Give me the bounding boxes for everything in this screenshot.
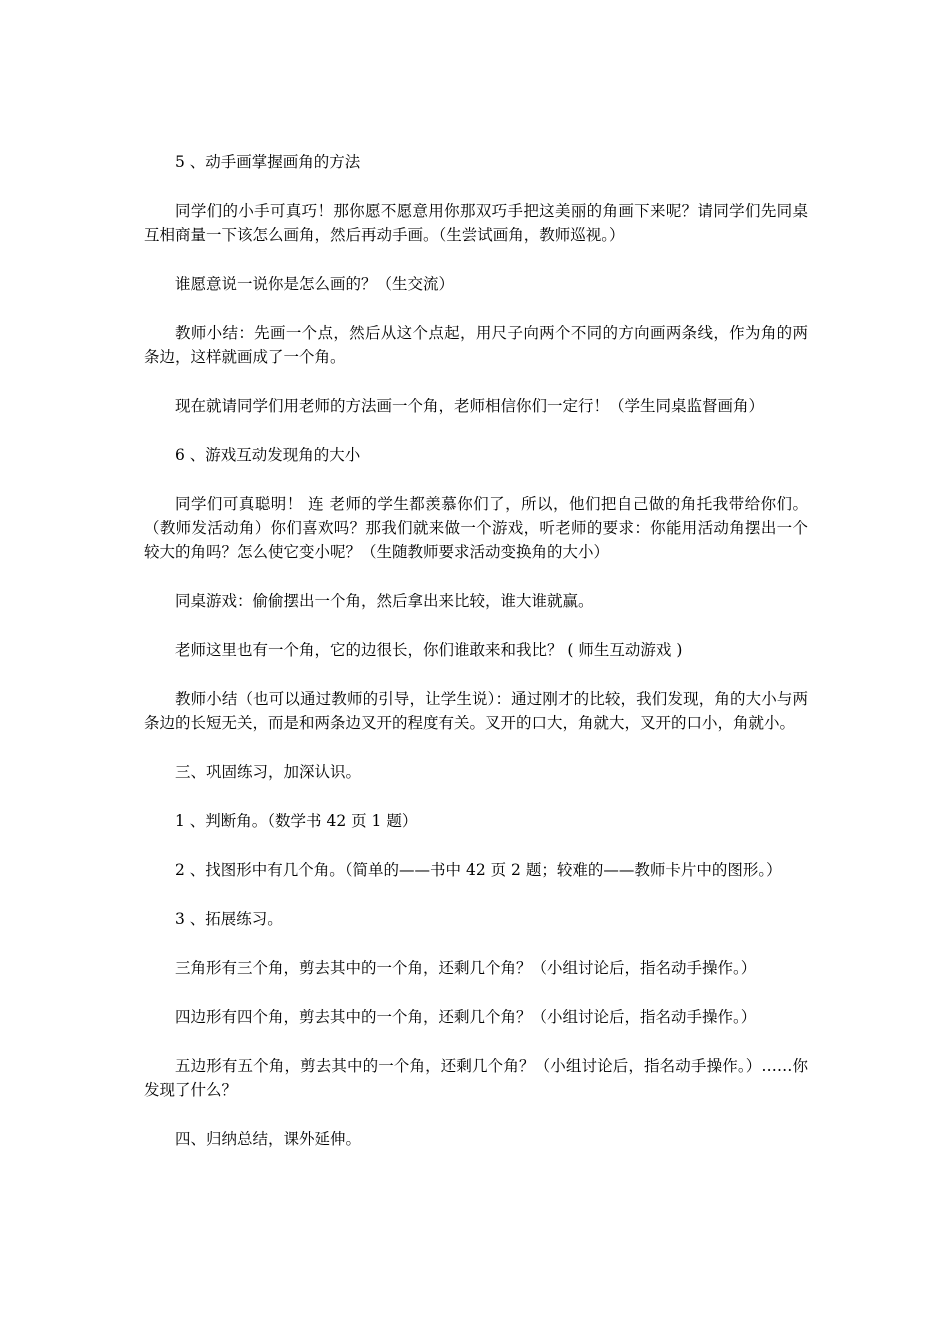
paragraph-teacher-angle: 老师这里也有一个角，它的边很长，你们谁敢来和我比？ ( 师生互动游戏 ) (175, 641, 683, 659)
paragraph-ask-method: 谁愿意说一说你是怎么画的？（生交流） (175, 275, 455, 293)
paragraph-section-5-heading: 5 、动手画掌握画角的方法 (175, 153, 361, 171)
paragraph-desk-game: 同桌游戏：偷偷摆出一个角，然后拿出来比较，谁大谁就赢。 (175, 592, 594, 610)
paragraph-part-3-heading: 三、巩固练习，加深认识。 (175, 763, 362, 781)
paragraph-teacher-summary-draw: 教师小结：先画一个点，然后从这个点起，用尺子向两个不同的方向画两条线，作为角的两条边，这样就画成了一个角。 (144, 324, 808, 366)
document-page (144, 150, 808, 1176)
paragraph-exercise-1: 1 、判断角。（数学书 42 页 1 题） (175, 812, 418, 830)
paragraph-game-intro: 同学们可真聪明！ 连 老师的学生都羡慕你们了，所以，他们把自己做的角托我带给你们。（教师发活动角）你们喜欢吗？那我们就来做一个游戏，听老师的要求：你能用活动角摆出一个较大的角吗？怎么使它变小呢？（生随教师要求活动变换角的大小） (144, 495, 808, 561)
paragraph-draw-invitation: 同学们的小手可真巧！那你愿不愿意用你那双巧手把这美丽的角画下来呢？请同学们先同桌互相商量一下该怎么画角，然后再动手画。（生尝试画角，教师巡视。） (144, 202, 808, 244)
paragraph-section-6-heading: 6 、游戏互动发现角的大小 (175, 446, 361, 464)
paragraph-quadrilateral: 四边形有四个角，剪去其中的一个角，还剩几个角？（小组讨论后，指名动手操作。） (175, 1008, 757, 1026)
paragraph-practice-draw: 现在就请同学们用老师的方法画一个角，老师相信你们一定行！（学生同桌监督画角） (175, 397, 765, 415)
paragraph-exercise-2: 2 、找图形中有几个角。（简单的——书中 42 页 2 题；较难的——教师卡片中的图形。） (175, 861, 782, 879)
paragraph-teacher-summary-size: 教师小结（也可以通过教师的引导，让学生说）：通过刚才的比较，我们发现，角的大小与两条边的长短无关，而是和两条边叉开的程度有关。叉开的口大，角就大，叉开的口小，角就小。 (144, 690, 808, 732)
paragraph-triangle: 三角形有三个角，剪去其中的一个角，还剩几个角？（小组讨论后，指名动手操作。） (175, 959, 757, 977)
paragraph-exercise-3: 3 、拓展练习。 (175, 910, 283, 928)
paragraph-pentagon: 五边形有五个角，剪去其中的一个角，还剩几个角？（小组讨论后，指名动手操作。）……你发现了什么？ (144, 1057, 808, 1099)
paragraph-part-4-heading: 四、归纳总结，课外延伸。 (175, 1130, 362, 1148)
